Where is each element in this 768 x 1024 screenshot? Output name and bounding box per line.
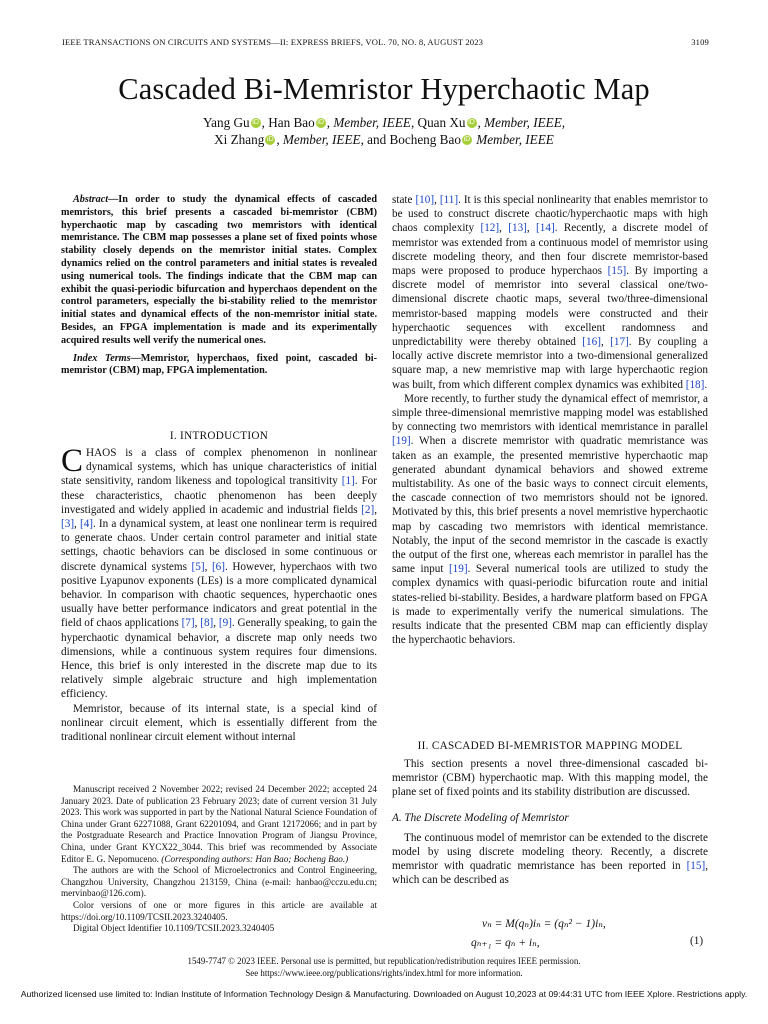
drop-cap: C: [61, 443, 84, 479]
paper-title: Cascaded Bi-Memristor Hyperchaotic Map: [118, 72, 650, 106]
orcid-icon[interactable]: iD: [317, 119, 325, 126]
equation-line-2: qₙ₊₁ = qₙ + iₙ,: [471, 937, 540, 949]
right-column-body: state [10], [11]. It is this special nonlinearity that enables memristor to be used to construct discrete chaotic/hyperchaotic maps with high chaos complexity [12], [13], [14]. Recently, a discrete model of memristor was extended from a continuous model of memristor using discrete modeling theory, and then four discrete memristor-based maps were proposed to produce hyperchaos [15]. By importing a discrete model of memristor into several classical one/two-dimensional discrete chaotic maps, several two/three-dimensional memristor-based mapping models were constructed and their hyperchaotic sequences with excellent randomness and unpredictability were thereby obtained [16], [17]. By coupling a locally active discrete memristor into a two-dimensional generalized square map, a new memristive map with large hyperchaotic region was built, from which different complex dynamics was exhibited [18]. More recently, to further study the dynamical effect of memristor, a simple three-dimensional memristive mapping model was established by connecting two memristors with identical memristance in parallel [19]. When a discrete memristor with quadratic memristance was taken as an example, the presented memristive hyperchaotic map generated abundant dynamical behaviors and showed extreme multistability. As one of the basic ways to connect circuit elements, the cascade connection of two memristors should not be ignored. Motivated by this, this brief presents a novel memristive hyperchaotic map by cascading two memristors with identical memristance. Notably, the input of the second memristor in the cascade is exactly the output of the first one, whereas each memristor in parallel has the same input [19]. Several numerical tools are utilized to study the complex dynamics with quasi-periodic bifurcation route and initial states-relied bi-stability. Besides, a hardware platform based on FPGA is made to experimentally verify the numerical simulations. The results indicate that the presented CBM map can efficiently display the hyperchaotic behaviors.: [392, 194, 709, 647]
citation-link[interactable]: [2]: [361, 503, 375, 516]
citation-link[interactable]: [8]: [200, 617, 214, 630]
citation-link[interactable]: [7]: [181, 617, 195, 630]
index-terms: [61, 353, 377, 379]
page-number: 3109: [691, 37, 709, 47]
orcid-icon[interactable]: iD: [468, 119, 475, 126]
section-two-body: This section presents a novel three-dimensional cascaded bi-memristor (CBM) hyperchaotic map. With this mapping model, the plane set of fixed points and its stability distribution are discussed. A. The Discrete Modeling of Memristor The continuous model of memristor can be extended to the discrete model by using discrete modeling theory. Recently, a discrete memristor with quadratic memristance has been reported in [15], which can be described as: [392, 758, 708, 887]
author-membership: Member, IEEE: [282, 132, 361, 147]
equation-line-1: vₙ = M(qₙ)iₙ = (qₙ² − 1)iₙ,: [482, 918, 606, 930]
abstract-label: Abstract—: [73, 194, 119, 205]
citation-link[interactable]: [17]: [610, 336, 629, 349]
citation-link[interactable]: [6]: [211, 560, 225, 573]
paragraph: This section presents a novel three-dimensional cascaded bi-memristor (CBM) hyperchaotic map. With this mapping model, the plane set of fixed points and its stability distribution are discussed.: [392, 758, 708, 799]
orcid-icon[interactable]: iD: [267, 136, 274, 143]
citation-link[interactable]: [9]: [218, 617, 232, 630]
abstract: [61, 194, 377, 378]
citation-link[interactable]: [10]: [415, 194, 435, 206]
citation-link[interactable]: [12]: [480, 222, 500, 235]
citation-link[interactable]: [11]: [439, 194, 459, 206]
author-name: , Quan Xu: [410, 115, 466, 130]
citation-link[interactable]: [3]: [61, 518, 75, 531]
author-name: , Han Bao: [261, 115, 315, 130]
orcid-icon[interactable]: iD: [252, 119, 259, 126]
citation-link[interactable]: [15]: [686, 860, 706, 873]
citation-link[interactable]: [19]: [392, 435, 411, 448]
abstract-text: In order to study the dynamical effects of cascaded memristors, this brief presents a cascaded bi-memristor (CBM) hyperchaotic map by cascading two memristors with identical memristance. The CBM map possesses a plane set of fixed points whose stability closely depends on the memristor initial states. Complex dynamics relied on the control parameters and initial states is revealed using numerical tools. The findings indicate that the CBM map can exhibit the quasi-periodic bifurcation and hyperchaos dependent on the control parameters, especially the bi-stability relied to the memristor initial states and dynamical effects of the non-memristor initial state. Besides, an FPGA implementation is made and its experimentally acquired results well verify the numerical ones.: [61, 194, 377, 346]
author-list: Yang Gu iD , Han Bao iD , Member, IEEE, Quan Xu iD , Member, IEEE, Xi Zhang iD , Member, IEEE, and Bocheng Bao iD Member, IEEE: [202, 115, 566, 147]
author-name: , and Bocheng Bao: [360, 132, 461, 147]
citation-link[interactable]: [14]: [536, 222, 555, 235]
author-membership: Member, IEEE: [333, 115, 411, 130]
corresponding-authors: (Corresponding authors: Han Bao; Bocheng Bao.): [161, 853, 349, 864]
section-heading-introduction: I. INTRODUCTION: [169, 430, 269, 442]
author-name: Yang Gu: [202, 115, 250, 130]
citation-link[interactable]: [19]: [448, 563, 468, 576]
equation-number: (1): [690, 935, 704, 947]
index-terms-text: Memristor, hyperchaos, fixed point, cascaded bi-memristor (CBM) map, FPGA implementation.: [61, 352, 377, 377]
citation-link[interactable]: [16]: [582, 336, 601, 349]
subsection-heading: A. The Discrete Modeling of Memristor: [392, 811, 569, 824]
journal-name: IEEE TRANSACTIONS ON CIRCUITS AND SYSTEMS—II: EXPRESS BRIEFS, VOL. 70, NO. 8, AUGUST 2023: [62, 37, 484, 47]
citation-link[interactable]: [5]: [191, 560, 205, 573]
copyright-notice: 1549-7747 © 2023 IEEE. Personal use is permitted, but republication/redistribution requires IEEE permission. See https://www.ieee.org/publications/rights/index.html for more information.: [187, 956, 581, 978]
citation-link[interactable]: [13]: [508, 222, 527, 235]
author-membership: Member, IEEE: [476, 132, 554, 147]
section-heading-model: II. CASCADED BI-MEMRISTOR MAPPING MODEL: [417, 740, 683, 752]
doi: Digital Object Identifier 10.1109/TCSII.2023.3240405: [73, 923, 275, 934]
introduction-body: CHAOS is a class of complex phenomenon in nonlinear dynamical systems, which has unique characteristics of initial state sensitivity, random likeness and topological transitivity [1]. For these characteristics, chaotic phenomenon has been deeply investigated and widely applied in academic and industrial fields [2], [3], [4]. In a dynamical system, at least one nonlinear term is required to generate chaos. Under certain control parameter and initial state settings, chaotic behaviors can be disclosed in some continuous or discrete dynamical systems [5], [6]. However, hyperchaos with two positive Lyapunov exponents (LEs) is a more complicated dynamical behavior. In comparison with chaotic sequences, hyperchaotic ones usually have better performance indicators and great potential in the field of chaos applications [7], [8], [9]. Generally speaking, to gain the hyperchaotic dynamical behavior, a discrete map only needs two dimensions, while a continuous system requires four dimensions. Hence, this brief is only interested in the discrete map due to its relatively simple algebraic structure and high implementation efficiency. Memristor, because of its internal state, is a special kind of nonlinear circuit element, which is essentially different from the traditional nonlinear circuit element without internal: [61, 443, 378, 744]
citation-link[interactable]: [1]: [341, 475, 355, 488]
citation-link[interactable]: [4]: [79, 518, 94, 531]
running-header: [62, 37, 709, 47]
footnote: Manuscript received 2 November 2022; revised 24 December 2022; accepted 24 January 2023. Date of publication 23 February 2023; date of current version 31 July 2023. This work was supported in part by the National Natural Science Foundation of China under Grant 62271088, Grant 62201094, and Grant 12172066; and in part by the Postgraduate Research and Practice Innovation Program of Jiangsu Province, China, under Grant KYCX22_3044. This brief was recommended by Associate Editor E. G. Nepomuceno. (Corresponding authors: Han Bao; Bocheng Bao.) The authors are with the School of Microelectronics and Control Engineering, Changzhou University, Changzhou 213159, China (e-mail: hanbao@cczu.edu.cn; mervinbao@126.com). Color versions of one or more figures in this article are available at https://doi.org/10.1109/TCSII.2023.3240405. Digital Object Identifier 10.1109/TCSII.2023.3240405: [61, 784, 377, 934]
author-name: Xi Zhang: [214, 132, 265, 147]
authorized-use-banner: Authorized licensed use limited to: Indian Institute of Information Technology Design & Manufacturing. Downloaded on August 10,2023 at 09:44:31 UTC from IEEE Xplore. Restrictions apply.: [20, 989, 748, 999]
index-terms-label: Index Terms—: [73, 352, 141, 364]
citation-link[interactable]: [15]: [607, 265, 627, 278]
citation-link[interactable]: [18]: [685, 378, 705, 391]
author-membership: Member, IEEE,: [484, 115, 566, 130]
orcid-icon[interactable]: iD: [463, 136, 471, 143]
paragraph: Memristor, because of its internal state, is a special kind of nonlinear circuit element, which is essentially different from the traditional nonlinear circuit element without internal: [61, 702, 377, 744]
